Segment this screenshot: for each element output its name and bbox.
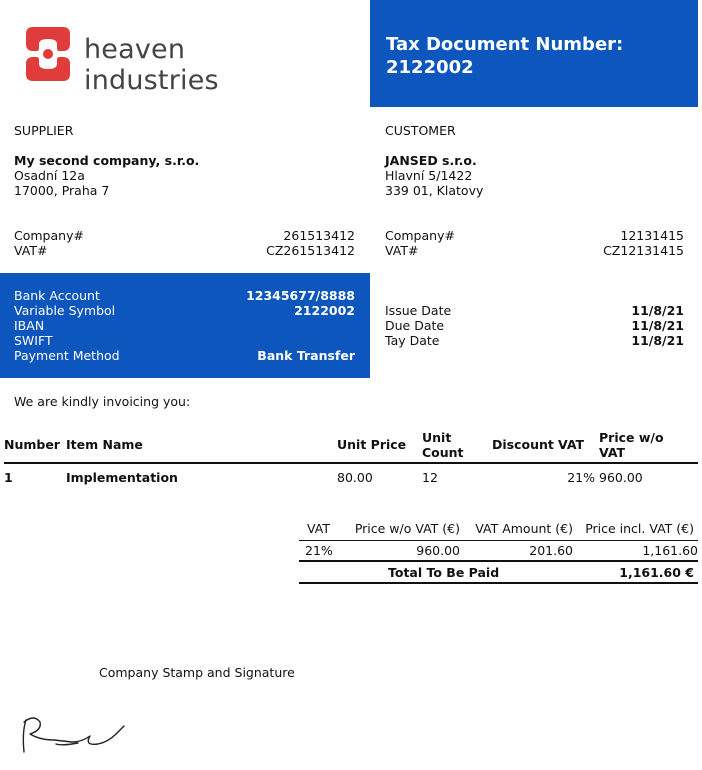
summary-vat-amount: 201.60 — [529, 542, 573, 558]
document-title: Tax Document Number: — [386, 34, 624, 55]
payment-method-label: Payment Method — [14, 348, 120, 363]
supplier-vat-label: VAT# — [14, 243, 48, 258]
items-table — [4, 427, 698, 491]
col-price-line1: Price w/o — [599, 429, 664, 445]
summary-price-incl-vat: 1,161.60 — [642, 542, 698, 558]
supplier-company-label: Company# — [14, 228, 84, 243]
summary-col-price-wo-vat: Price w/o VAT (€) — [354, 520, 460, 536]
customer-vat-row — [385, 243, 684, 258]
total-row — [299, 561, 698, 583]
iban-label: IBAN — [14, 318, 45, 333]
summary-price-wo-vat: 960.00 — [416, 542, 460, 558]
company-logo — [20, 26, 310, 96]
item-vat: 21% — [567, 470, 595, 485]
variable-symbol-row — [14, 303, 355, 318]
customer-vat-value: CZ12131415 — [603, 243, 684, 258]
col-unit-count-line1: Unit — [422, 429, 452, 445]
col-unit-price — [337, 427, 422, 463]
customer-address2: 339 01, Klatovy — [385, 183, 484, 198]
total-label: Total To Be Paid — [388, 564, 500, 580]
summary-col-vat: VAT — [307, 520, 330, 536]
summary-header-row — [299, 517, 698, 540]
signature-label: Company Stamp and Signature — [99, 665, 295, 680]
company-name: heaven industries — [84, 34, 219, 96]
bank-account-row — [14, 288, 355, 303]
col-price — [599, 427, 698, 463]
summary-row — [299, 540, 698, 561]
total-value: 1,161.60 € — [619, 564, 694, 580]
due-date-row — [385, 318, 684, 333]
tay-date-value: 11/8/21 — [631, 333, 684, 348]
col-unit-price-label: Unit Price — [337, 437, 407, 452]
dates-section — [385, 303, 684, 348]
heaven-logo-icon — [20, 26, 76, 82]
issue-date-label: Issue Date — [385, 303, 452, 318]
col-item-name: Item Name — [66, 437, 143, 452]
customer-company-value: 12131415 — [620, 228, 684, 243]
supplier-company-row — [14, 228, 355, 243]
variable-symbol-value: 2122002 — [294, 303, 355, 318]
col-price-line2: VAT — [599, 444, 626, 460]
document-number: 2122002 — [386, 57, 474, 78]
item-unit-price: 80.00 — [337, 470, 373, 485]
payment-method-value: Bank Transfer — [257, 348, 355, 363]
customer-heading: CUSTOMER — [385, 123, 456, 138]
due-date-label: Due Date — [385, 318, 445, 333]
col-discount: Discount — [492, 437, 554, 452]
customer-section — [385, 123, 684, 258]
bank-account-label: Bank Account — [14, 288, 100, 303]
col-unit-count-line2: Count — [422, 444, 464, 460]
summary-col-vat-amount: VAT Amount (€) — [475, 520, 573, 536]
tay-date-row — [385, 333, 684, 348]
item-name: Implementation — [66, 470, 178, 485]
summary-vat: 21% — [305, 542, 333, 558]
signature-image — [12, 712, 132, 762]
issue-date-value: 11/8/21 — [631, 303, 684, 318]
iban-row — [14, 318, 355, 333]
item-number: 1 — [4, 470, 13, 485]
due-date-value: 11/8/21 — [631, 318, 684, 333]
customer-address1: Hlavní 5/1422 — [385, 168, 473, 183]
item-unit-count: 12 — [422, 470, 438, 485]
customer-company-row — [385, 228, 684, 243]
supplier-address1: Osadní 12a — [14, 168, 85, 183]
vat-summary-table — [299, 517, 698, 584]
table-row — [4, 463, 698, 491]
col-unit-count — [422, 427, 492, 463]
customer-vat-label: VAT# — [385, 243, 419, 258]
supplier-vat-value: CZ261513412 — [266, 243, 355, 258]
bank-account-value: 12345677/8888 — [246, 288, 355, 303]
item-discount — [492, 463, 558, 491]
variable-symbol-label: Variable Symbol — [14, 303, 116, 318]
col-vat: VAT — [558, 437, 585, 452]
supplier-vat-row — [14, 243, 355, 258]
invoice-intro: We are kindly invoicing you: — [14, 394, 191, 409]
customer-company-label: Company# — [385, 228, 455, 243]
supplier-name: My second company, s.r.o. — [14, 153, 200, 168]
tay-date-label: Tay Date — [385, 333, 440, 348]
supplier-company-value: 261513412 — [283, 228, 355, 243]
document-header — [370, 0, 698, 107]
issue-date-row — [385, 303, 684, 318]
swift-row — [14, 333, 355, 348]
swift-label: SWIFT — [14, 333, 53, 348]
supplier-address2: 17000, Praha 7 — [14, 183, 110, 198]
supplier-section — [14, 123, 355, 258]
item-price: 960.00 — [599, 470, 643, 485]
items-header-row — [4, 427, 698, 463]
summary-col-price-incl-vat: Price incl. VAT (€) — [585, 520, 694, 536]
customer-name: JANSED s.r.o. — [385, 153, 477, 168]
payment-method-row — [14, 348, 355, 363]
supplier-heading: SUPPLIER — [14, 123, 74, 138]
payment-box — [0, 273, 370, 378]
col-number: Number — [4, 437, 60, 452]
